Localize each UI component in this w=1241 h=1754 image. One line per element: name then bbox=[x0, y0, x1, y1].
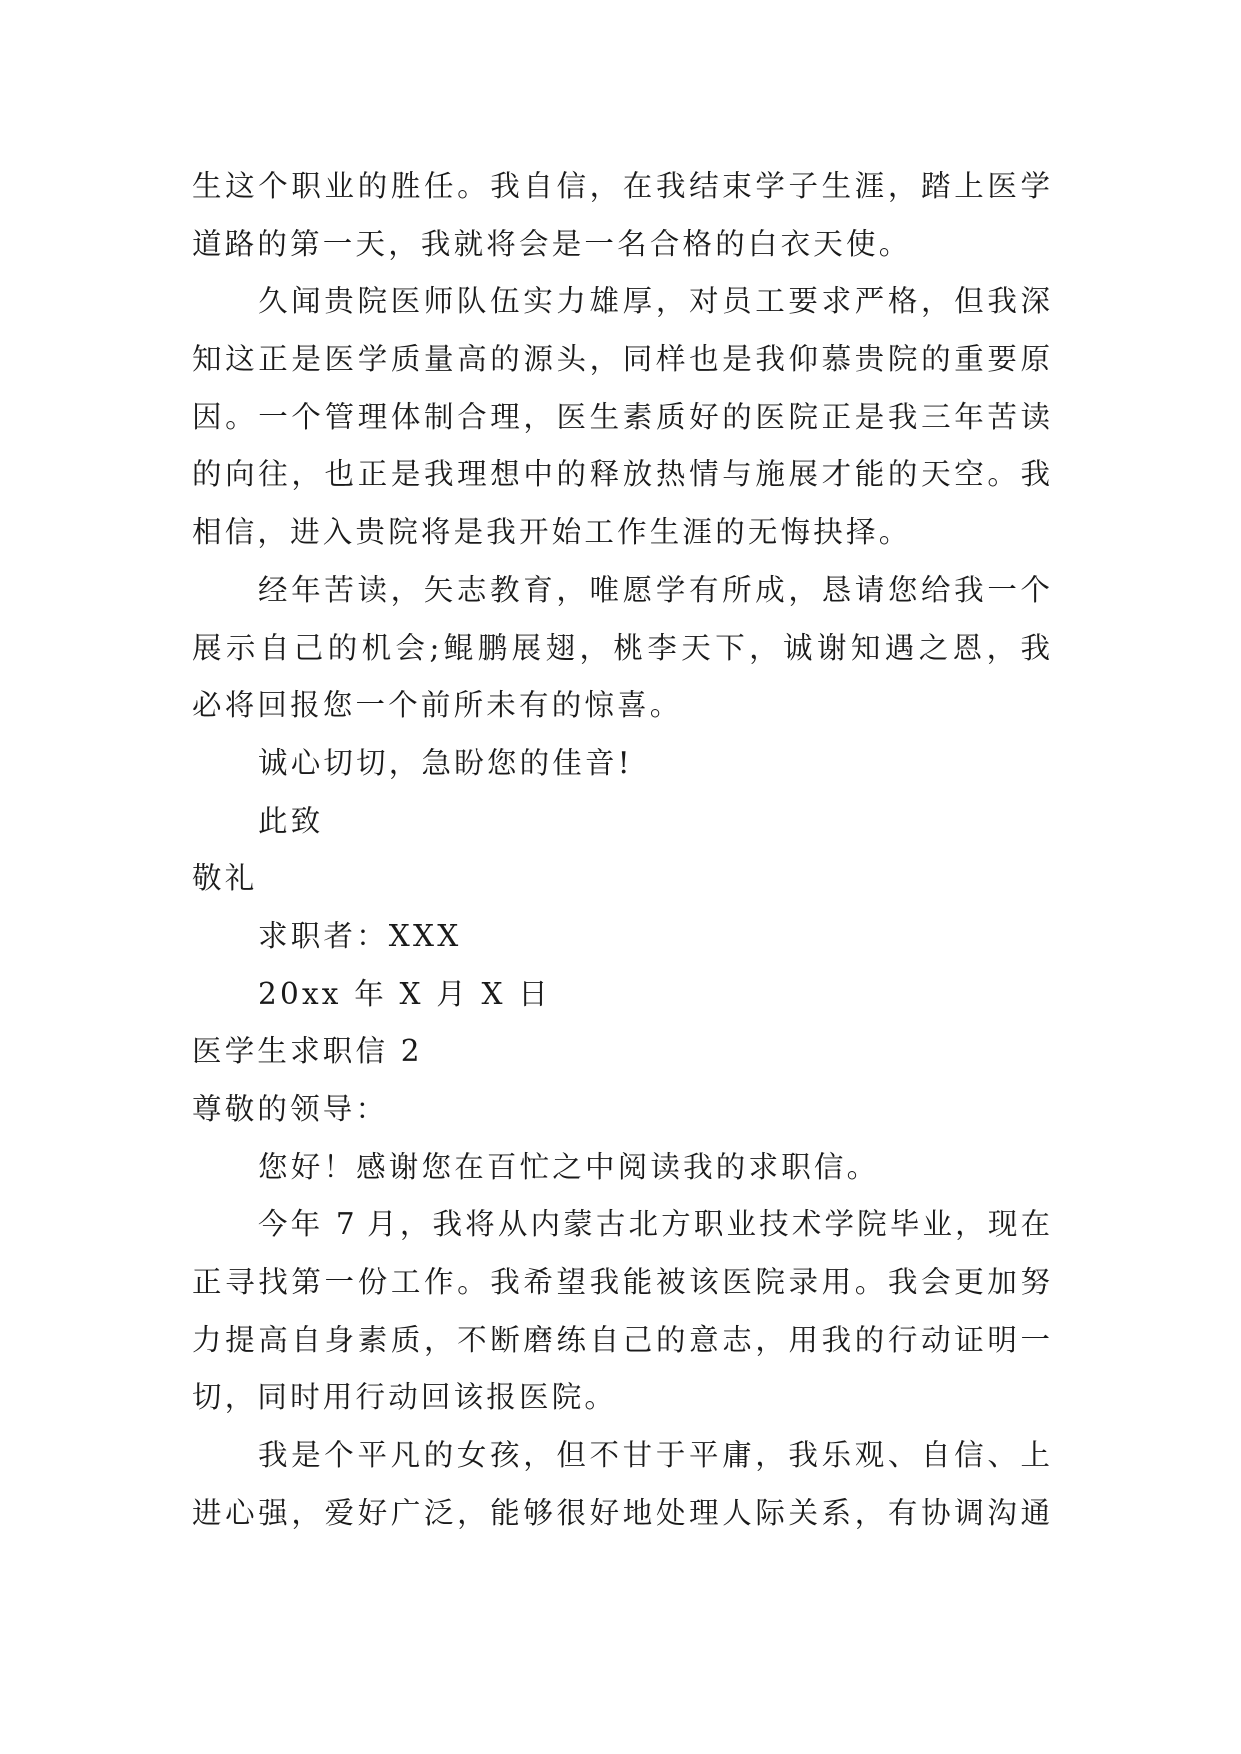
text-line: 生这个职业的胜任。我自信，在我结束学子生涯，踏上医学 bbox=[192, 169, 1050, 203]
text-line: 切，同时用行动回该报医院。 bbox=[192, 1380, 618, 1415]
closing-line: 诚心切切，急盼您的佳音! bbox=[258, 745, 633, 780]
paragraph-start-line: 久闻贵院医师队伍实力雄厚，对员工要求严格，但我深 bbox=[258, 284, 1050, 319]
greeting-line: 尊敬的领导： bbox=[192, 1092, 389, 1126]
text-line: 进心强，爱好广泛，能够很好地处理人际关系，有协调沟通 bbox=[192, 1495, 1050, 1530]
paragraph-start-line: 经年苦读，矢志教育，唯愿学有所成，恳请您给我一个 bbox=[258, 572, 1050, 607]
signature-line: 求职者：XXX bbox=[258, 918, 462, 953]
text-line: 的向往，也正是我理想中的释放热情与施展才能的天空。我 bbox=[192, 457, 1050, 492]
text-line: 正寻找第一份工作。我希望我能被该医院录用。我会更加努 bbox=[192, 1265, 1050, 1300]
letter-body bbox=[192, 158, 1050, 1543]
paragraph-start-line: 我是个平凡的女孩，但不甘于平庸，我乐观、自信、上 bbox=[258, 1438, 1050, 1473]
text-line: 道路的第一天，我就将会是一名合格的白衣天使。 bbox=[192, 226, 912, 261]
text-line: 知这正是医学质量高的源头，同样也是我仰慕贵院的重要原 bbox=[192, 342, 1050, 377]
text-line: 力提高自身素质，不断磨练自己的意志，用我的行动证明一 bbox=[192, 1322, 1050, 1357]
text-line: 相信，进入贵院将是我开始工作生涯的无悔抉择。 bbox=[192, 515, 912, 550]
section-title: 医学生求职信 2 bbox=[192, 1034, 423, 1069]
paragraph-start-line: 今年 7 月，我将从内蒙古北方职业技术学院毕业，现在 bbox=[258, 1207, 1050, 1242]
text-line: 必将回报您一个前所未有的惊喜。 bbox=[192, 688, 683, 723]
opening-line: 您好！感谢您在百忙之中阅读我的求职信。 bbox=[258, 1149, 880, 1184]
salutation-regards: 敬礼 bbox=[192, 861, 258, 896]
date-line: 20xx 年 X 月 X 日 bbox=[258, 976, 552, 1011]
text-line: 展示自己的机会;鲲鹏展翅，桃李天下，诚谢知遇之恩，我 bbox=[192, 630, 1050, 665]
text-line: 因。一个管理体制合理，医生素质好的医院正是我三年苦读 bbox=[192, 399, 1050, 434]
salutation-closing: 此致 bbox=[258, 803, 324, 838]
